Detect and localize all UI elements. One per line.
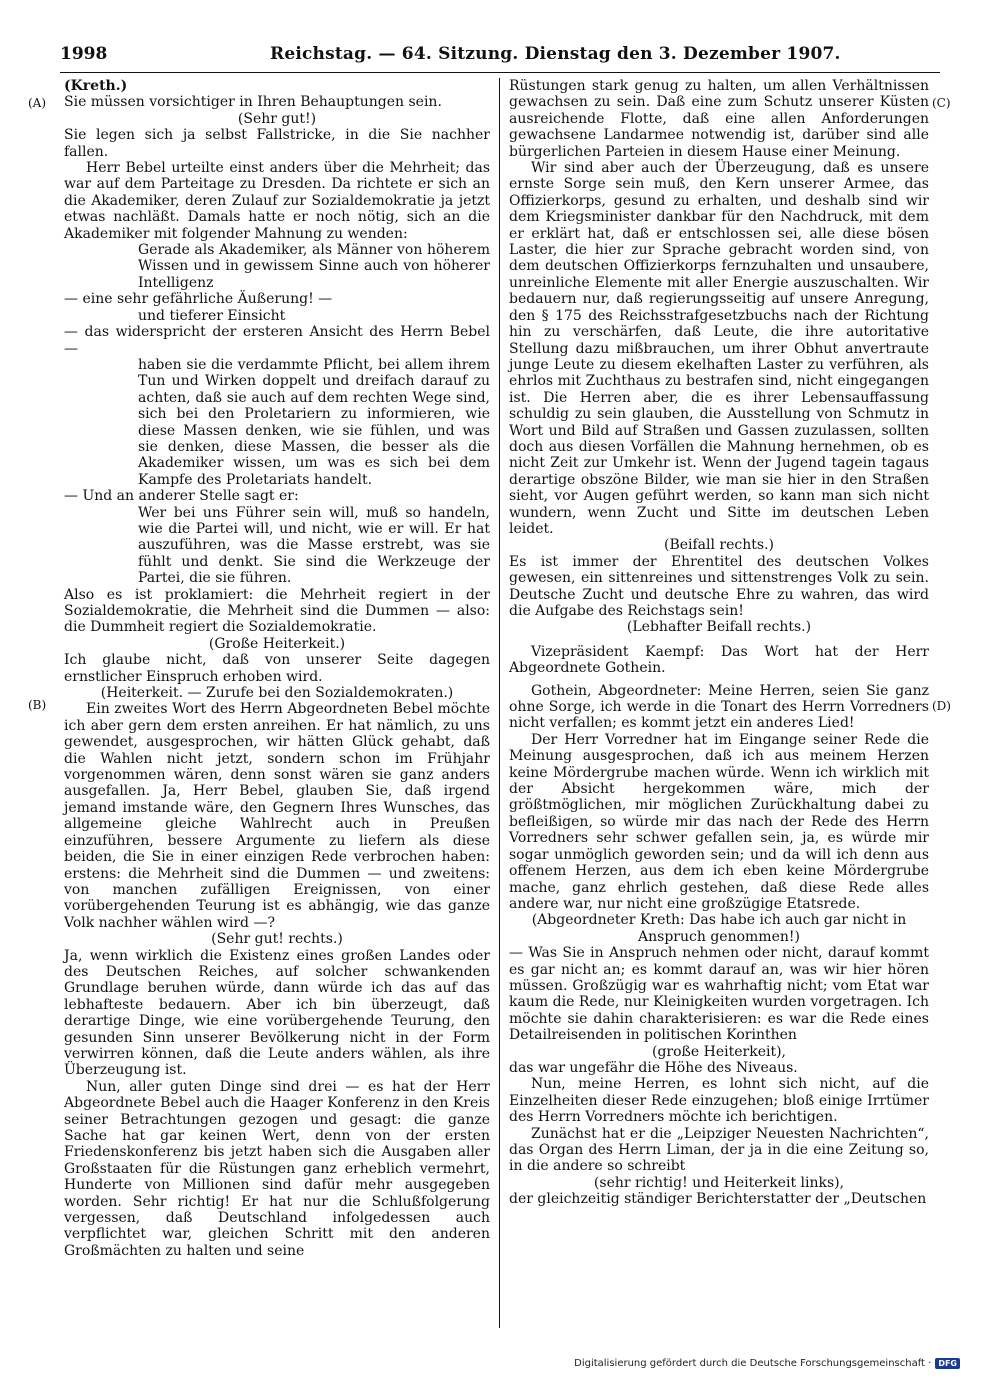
speaker-paragraph: Gothein, Abgeordneter: Meine Herren, seien Sie ganz ohne Sorge, ich werde in die Tonart des Herrn Vorredners nicht verfallen; es kommt jetzt ein anderes Lied!	[509, 682, 929, 732]
paragraph: Sie müssen vorsichtiger in Ihren Behauptungen sein.	[64, 94, 442, 111]
paragraph: Sie legen sich ja selbst Fallstricke, in die Sie nachher fallen.	[64, 127, 490, 160]
column-divider	[499, 78, 500, 1328]
quotation: Gerade als Akademiker, als Männer von höherem Wissen und in gewissem Sinne auch von höherer Intelligenz	[138, 242, 490, 291]
paragraph: Wir sind aber auch der Überzeugung, daß es unsere ernste Sorge sein muß, den Kern unserer Armee, das Offizierkorps, gesund zu erhalten, und deshalb sind wir dem Kriegsminister dankbar für den Nachdruck, mit dem er erklärt hat, daß er entschlossen sei, alle diese bösen Laster, die hier zur Sprache gebracht worden sind, von dem deutschen Offizierkorps fernzuhalten und unsaubere, unreinliche Elemente mit aller Energie auszuschalten. Wir bedauern nur, daß regierungsseitig auf unsere Anregung, den § 175 des Reichsstrafgesetzbuchs nach der Richtung hin zu verschärfen, daß Leute, die ihre autoritative Stellung dazu mißbrauchen, um ihrer Obhut anvertraute junge Leute zu diesem ekelhaften Laster zu verführen, als ehrlos mit Zuchthaus zu bestrafen sind, nicht eingegangen ist. Die Herren aber, die es ihrer Lebensauffassung schuldig zu sein glauben, die Ausstellung von Schmutz in Wort und Bild auf Straßen und Gassen zuzulassen, sollten doch aus diesen Vorfällen die Mahnung hernehmen, ob es nicht Zeit zur Umkehr ist. Wenn der Jugend tagein tagaus derartige obszöne Bilder, wie man sie hier in den Straßen sieht, vor Augen geführt werden, so kann man sich nicht wundern, wenn Zucht und Sitte im deutschen Leben leidet.	[509, 160, 929, 537]
paragraph: Ich glaube nicht, daß von unserer Seite dagegen ernstlicher Einspruch erhoben wird.	[64, 652, 490, 685]
footer-credit	[574, 1358, 960, 1369]
paragraph: der gleichzeitig ständiger Berichterstatter der „Deutschen	[509, 1191, 927, 1208]
paragraph: Nun, meine Herren, es lohnt sich nicht, auf die Einzelheiten dieser Rede einzugehen; bloß einige Irrtümer des Herrn Vorredners möchte ich berichtigen.	[509, 1076, 929, 1126]
interjection: (große Heiterkeit),	[652, 1043, 786, 1060]
quotation: und tieferer Einsicht	[138, 307, 286, 324]
interjection: (Lebhafter Beifall rechts.)	[626, 619, 812, 636]
right-column	[509, 78, 929, 1208]
speaker-label: (Kreth.)	[64, 78, 128, 94]
interjection: (sehr richtig! und Heiterkeit links),	[593, 1174, 845, 1191]
interjection: (Abgeordneter Kreth: Das habe ich auch gar nicht in Anspruch genommen!)	[531, 912, 907, 945]
speaker-announcement: Vizepräsident Kaempf: Das Wort hat der Herr Abgeordnete Gothein.	[509, 643, 929, 677]
paragraph: — eine sehr gefährliche Äußerung! —	[64, 291, 333, 308]
quotation: Wer bei uns Führer sein will, muß so handeln, wie die Partei will, und nicht, wie er will. Er hat auszuführen, was die Masse erstrebt, was sie fühlt und denkt. Sie sind die Werkzeuge der Partei, die sie führen.	[138, 504, 490, 587]
margin-marker-c: (C)	[932, 96, 951, 110]
paragraph: Also es ist proklamiert: die Mehrheit regiert in der Sozialdemokratie, die Mehrheit sind die Dummen — also: die Dummheit regiert die Sozialdemokratie.	[64, 586, 490, 636]
paragraph: Herr Bebel urteilte einst anders über die Mehrheit; das war auf dem Parteitage zu Dresden. Da richtete er sich an die Akademiker, deren Zulauf zur Sozialdemokratie ja jetzt etwas nachläßt. Damals hatte er noch nötig, sich an die Akademiker mit folgender Mahnung zu wenden:	[64, 160, 490, 242]
quotation: haben sie die verdammte Pflicht, bei allem ihrem Tun und Wirken doppelt und dreifach darauf zu achten, daß sie auch auf dem rechten Wege sind, sich bei den Proletariern zu informieren, wie diese Massen denken, wie sie fühlen, und was sie denken, diese Massen, die besser als die Akademiker wissen, um was es sich bei dem Kampfe des Proletariats handelt.	[138, 356, 490, 488]
paragraph: Es ist immer der Ehrentitel des deutschen Volkes gewesen, ein sittenreines und sittenstrenges Volk zu sein. Deutsche Zucht und deutsche Ehre zu wahren, das wird die Aufgabe des Reichstags sein!	[509, 553, 929, 619]
paragraph: Ja, wenn wirklich die Existenz eines großen Landes oder des Deutschen Reiches, auf solcher schwankenden Grundlage beruhen würde, dann würde ich das auf das lebhafteste bedauern. Aber ich bin überzeugt, daß derartige Dinge, wie eine vorübergehende Teurung, den gesunden Sinn unserer Bevölkerung nicht in der Form verwirren können, daß die Leute anders wählen, als ihre Überzeugung ist.	[64, 947, 490, 1079]
paragraph: — das widerspricht der ersteren Ansicht des Herrn Bebel —	[64, 324, 490, 357]
margin-marker-b: (B)	[28, 698, 47, 712]
paragraph: Ein zweites Wort des Herrn Abgeordneten Bebel möchte ich aber gern dem ersten anreihen. Er hat nämlich, zu uns gewendet, ausgesprochen, wir hätten Glück gehabt, daß die Wahlen nicht jetzt, sondern schon im Frühjahr vorgenommen wären, denn sonst wären sie ganz anders ausgefallen. Ja, Herr Bebel, glauben Sie, daß irgend jemand imstande wäre, den Gegnern Ihres Wunsches, das allgemeine gleiche Wahlrecht auch in Preußen einzuführen, bessere Argumente zu liefern als diese beiden, die Sie in einer einzigen Rede verbrochen haben: erstens: die Mehrheit sind die Dummen — und zweitens: von manchen zufälligen Ereignissen, von einer vorübergehenden Teurung ist es abhängig, wie das ganze Volk nachher wählen wird —?	[64, 701, 490, 931]
paragraph: Nun, aller guten Dinge sind drei — es hat der Herr Abgeordnete Bebel auch die Haager Konferenz in den Kreis seiner Betrachtungen gezogen und gesagt: die ganze Sache hat gar keinen Wert, denn von der ersten Friedenskonferenz bis jetzt haben sich die Ausgaben aller Großstaaten für die Rüstungen ganz erheblich vermehrt, Hunderte von Millionen sind dafür mehr ausgegeben worden. Sehr richtig! Er hat nur die Schlußfolgerung vergessen, daß Deutschland infolgedessen auch verpflichtet war, gleichen Schritt mit den anderen Großmächten zu halten und seine	[64, 1078, 490, 1259]
header-rule	[60, 72, 940, 73]
margin-marker-d: (D)	[932, 699, 951, 713]
paragraph: Der Herr Vorredner hat im Eingange seiner Rede die Meinung ausgesprochen, daß ich aus meinem Herzen keine Mördergrube machen würde. Wenn ich wirklich mit der Absicht hergekommen wäre, mich der größtmöglichen, mir möglichen Zurückhaltung dabei zu befleißigen, so würde mir das nach der Rede des Herrn Vorredners sehr schwer gefallen sein, ja, es würde mir sogar unmöglich geworden sein; und da will ich denn aus offenem Herzen, aus dem ich eben keine Mördergrube mache, ganz ehrlich gestehen, daß diese Rede alles andere war, nur nicht eine großzügige Etatsrede.	[509, 731, 929, 912]
page-header	[60, 44, 940, 70]
interjection: (Sehr gut!)	[237, 110, 317, 127]
paragraph: Zunächst hat er die „Leipziger Neuesten Nachrichten“, das Organ des Herrn Liman, der ja in die eine Zeitung so, in die andere so schreibt	[509, 1125, 929, 1175]
interjection: (Sehr gut! rechts.)	[211, 931, 343, 948]
dfg-logo: DFG	[935, 1358, 960, 1369]
interjection: (Heiterkeit. — Zurufe bei den Sozialdemokraten.)	[100, 685, 454, 702]
interjection: (Große Heiterkeit.)	[208, 635, 346, 652]
left-column	[64, 78, 490, 1259]
paragraph: — Was Sie in Anspruch nehmen oder nicht, darauf kommt es gar nicht an; es kommt darauf an, was wir hier hören müssen. Großzügig war es wahrhaftig nicht; vom Etat war kaum die Rede, nur Kleinigkeiten wurden vorgetragen. Ich möchte sie dahin charakterisieren: es war die Rede eines Detailreisenden in politischen Korinthen	[509, 945, 929, 1044]
interjection: (Beifall rechts.)	[663, 537, 774, 554]
paragraph: das war ungefähr die Höhe des Niveaus.	[509, 1059, 798, 1076]
footer-text: Digitalisierung gefördert durch die Deutsche Forschungsgemeinschaft ·	[574, 1358, 932, 1369]
page-number: 1998	[60, 44, 108, 64]
paragraph: — Und an anderer Stelle sagt er:	[64, 488, 299, 505]
margin-marker-a: (A)	[28, 96, 47, 110]
paragraph: Rüstungen stark genug zu halten, um allen Verhältnissen gewachsen zu sein. Daß eine zum Schutz unserer Küsten ausreichende Flotte, daß eine allen Anforderungen gewachsene Landarmee notwendig ist, darüber sind alle bürgerlichen Parteien in diesem Hause einer Meinung.	[509, 78, 929, 160]
running-title: Reichstag. — 64. Sitzung. Dienstag den 3. Dezember 1907.	[270, 44, 841, 64]
